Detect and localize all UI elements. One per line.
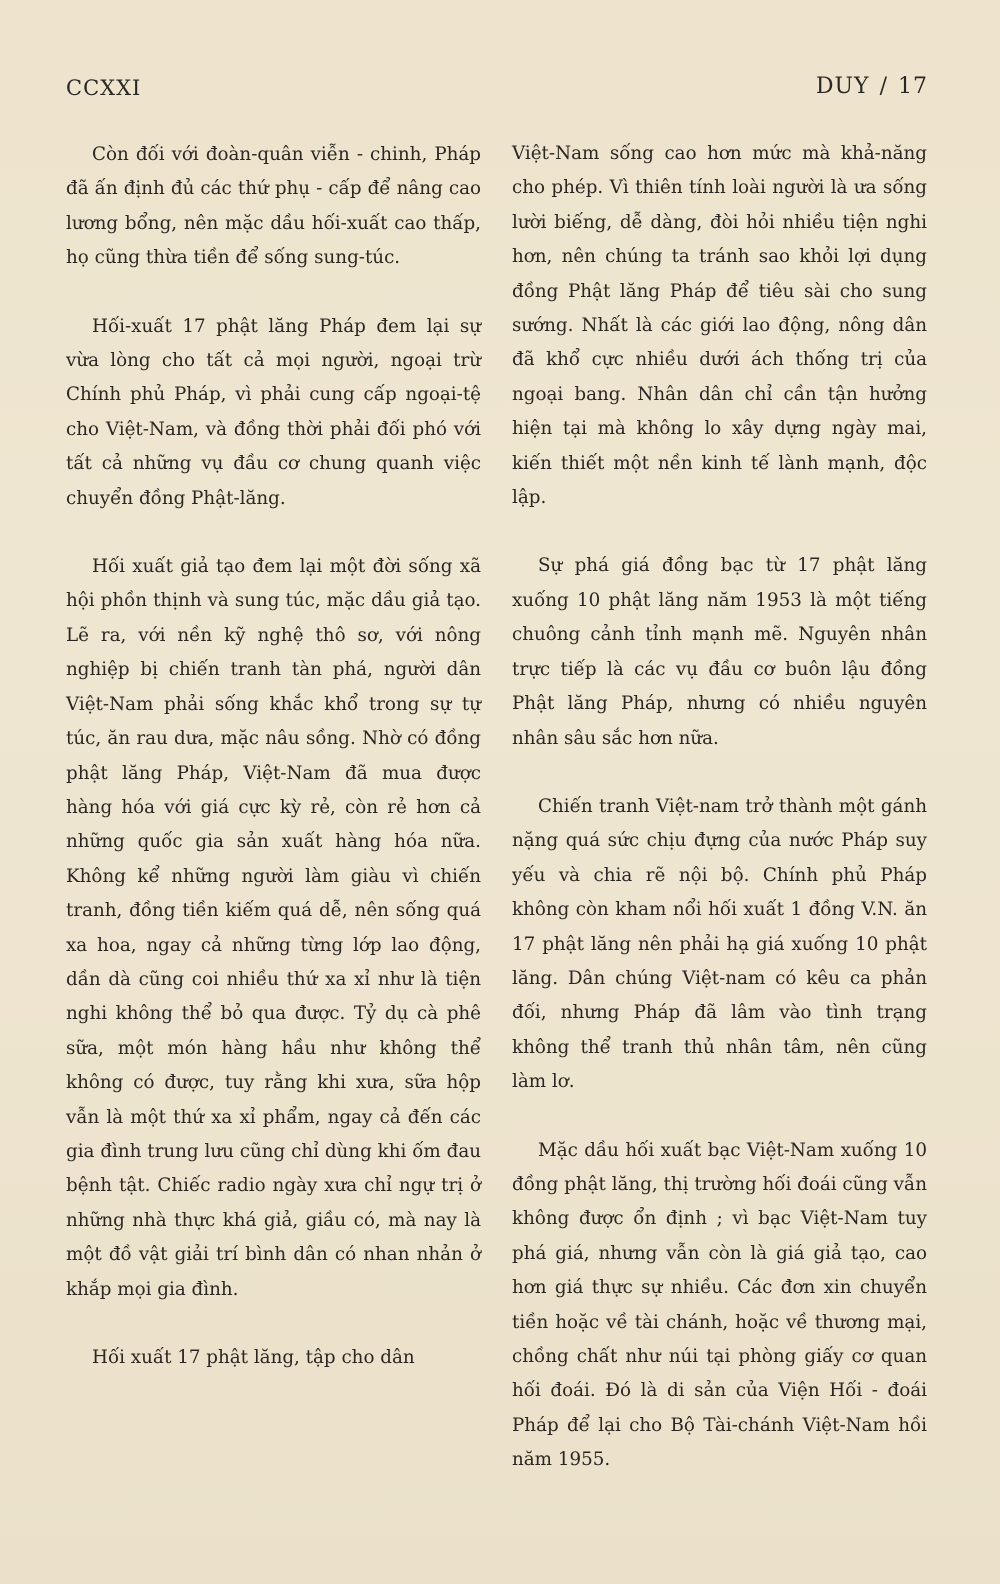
paragraph-continued: Việt-Nam sống cao hơn mức mà khả-năng cho phép. Vì thiên tính loài người là ưa sống lười biếng, dễ dàng, đòi hỏi nhiều tiện nghi hơn, nên chúng ta tránh sao khỏi lợi dụng đồng Phật lăng Pháp để tiêu sài cho sung sướng. Nhất là các giới lao động, nông dân đã khổ cực nhiều dưới ách thống trị của ngoại bang. Nhân dân chỉ cần tận hưởng hiện tại mà không lo xây dựng ngày mai, kiến thiết một nền kinh tế lành mạnh, độc lập.: [512, 143, 927, 509]
header-author: DUY: [815, 74, 870, 99]
paragraph: Hối xuất giả tạo đem lại một đời sống xã hội phồn thịnh và sung túc, mặc dầu giả tạo. Lẽ ra, với nền kỹ nghệ thô sơ, với nông nghiệp bị chiến tranh tàn phá, người dân Việt-Nam phải sống khắc khổ trong sự tự túc, ăn rau dưa, mặc nâu sồng. Nhờ có đồng phật lăng Pháp, Việt-Nam đã mua được hàng hóa với giá cực kỳ rẻ, còn rẻ hơn cả những quốc gia sản xuất hàng hóa nữa. Không kể những người làm giàu vì chiến tranh, đồng tiền kiếm quá dễ, nên sống quá xa hoa, ngay cả những từng lớp lao động, dần dà cũng coi nhiều thứ xa xỉ như là tiện nghi không thể bỏ qua được. Tỷ dụ cà phê sữa, một món hàng hầu như không thể không có được, tuy rằng khi xưa, sữa hộp vẫn là một thứ xa xỉ phẩm, ngay cả đến các gia đình trung lưu cũng chỉ dùng khi ốm đau bệnh tật. Chiếc radio ngày xưa chỉ ngự trị ở những nhà thực khá giả, giầu có, mà nay là một đồ vật giải trí bình dân có nhan nhản ở khắp mọi gia đình.: [66, 556, 481, 1300]
page-number: 17: [898, 74, 928, 99]
paragraph: Chiến tranh Việt-nam trở thành một gánh nặng quá sức chịu đựng của nước Pháp suy yếu và chia rẽ nội bộ. Chính phủ Pháp không còn kham nổi hối xuất 1 đồng V.N. ăn 17 phật lăng nên phải hạ giá xuống 10 phật lăng. Dân chúng Việt-nam có kêu ca phản đối, nhưng Pháp đã lâm vào tình trạng không thể tranh thủ nhân tâm, nên cũng làm lơ.: [512, 795, 927, 1093]
paragraph: Hối xuất 17 phật lăng, tập cho dân: [92, 1347, 415, 1368]
header-separator: /: [879, 74, 888, 99]
running-header-left: CCXXI: [66, 76, 142, 100]
paragraph: Còn đối với đoàn-quân viễn - chinh, Pháp đã ấn định đủ các thứ phụ - cấp để nâng cao lương bổng, nên mặc dầu hối-xuất cao thấp, họ cũng thừa tiền để sống sung-túc.: [66, 144, 481, 269]
paragraph: Sự phá giá đồng bạc từ 17 phật lăng xuống 10 phật lăng năm 1953 là một tiếng chuông cảnh tỉnh mạnh mẽ. Nguyên nhân trực tiếp là các vụ đầu cơ buôn lậu đồng Phật lăng Pháp, nhưng có nhiều nguyên nhân sâu sắc hơn nữa.: [512, 555, 927, 749]
paragraph: Hối-xuất 17 phật lăng Pháp đem lại sự vừa lòng cho tất cả mọi người, ngoại trừ Chính phủ Pháp, vì phải cung cấp ngoại-tệ cho Việt-Nam, và đồng thời phải đối phó với tất cả những vụ đầu cơ chung quanh việc chuyển đồng Phật-lăng.: [66, 315, 481, 509]
running-header-right: [816, 74, 928, 99]
right-text-column: [512, 137, 927, 1512]
paragraph: Mặc dầu hối xuất bạc Việt-Nam xuống 10 đồng phật lăng, thị trường hối đoái cũng vẫn không được ổn định ; vì bạc Việt-Nam tuy phá giá, nhưng vẫn còn là giá giả tạo, cao hơn giá thực sự nhiều. Các đơn xin chuyển tiền hoặc về tài chánh, hoặc về thương mại, chồng chất như núi tại phòng giấy cơ quan hối đoái. Đó là di sản của Viện Hối - đoái Pháp để lại cho Bộ Tài-chánh Việt-Nam hồi năm 1955.: [512, 1139, 927, 1471]
left-text-column: [66, 138, 481, 1409]
